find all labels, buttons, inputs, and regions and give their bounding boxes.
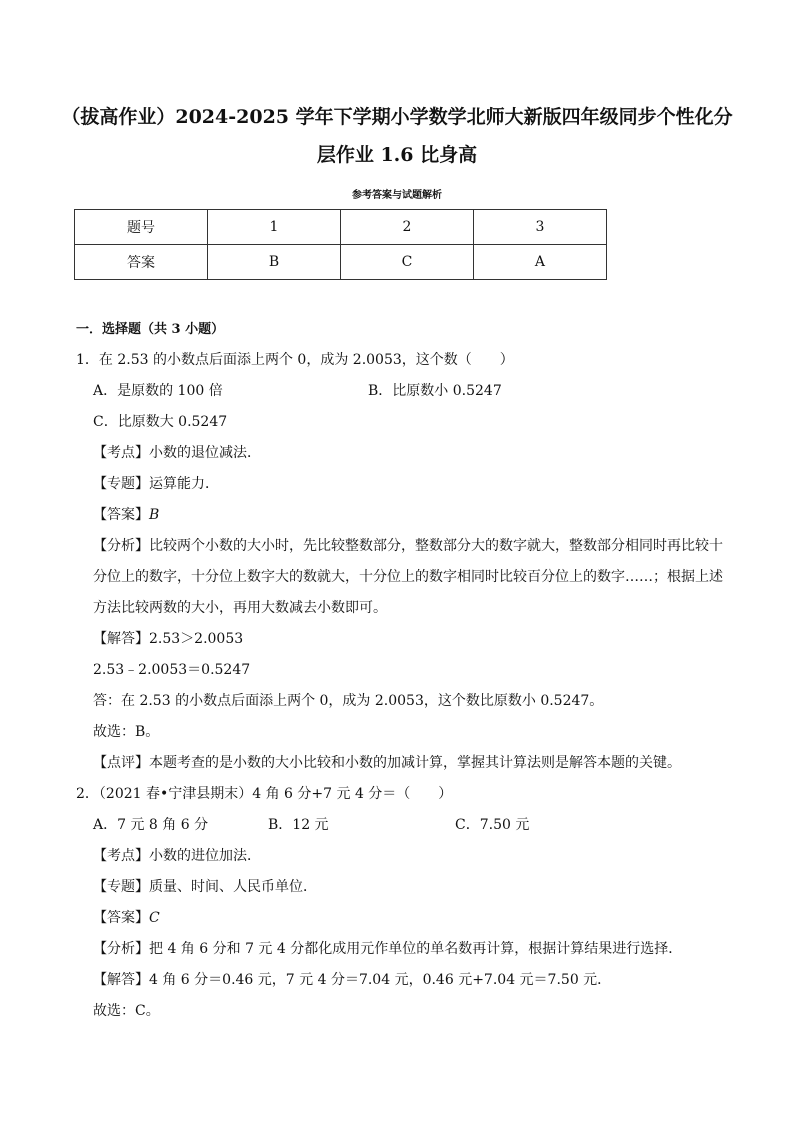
table-row bbox=[75, 210, 607, 245]
q1-kaodian bbox=[93, 442, 261, 462]
zhuanti-text: 运算能力． bbox=[149, 476, 219, 492]
q2-kaodian bbox=[93, 845, 261, 865]
section-heading: 一．选择题（共 3 小题） bbox=[76, 322, 225, 337]
kaodian-text: 小数的退位减法． bbox=[149, 445, 261, 461]
zhuanti-text: 质量、时间、人民币单位． bbox=[149, 879, 317, 895]
dianping-tag: 【点评】 bbox=[93, 755, 149, 771]
q1-option-c: C．比原数大 0.5247 bbox=[93, 414, 228, 430]
jieda-tag: 【解答】 bbox=[93, 972, 149, 988]
q2-option-c: C．7.50 元 bbox=[455, 817, 530, 833]
fenxi-text: 把 4 角 6 分和 7 元 4 分都化成用元作单位的单名数再计算，根据计算结果进行选择． bbox=[149, 941, 683, 957]
jieda-tag: 【解答】 bbox=[93, 631, 149, 647]
table-cell: B bbox=[208, 245, 341, 280]
q1-fenxi-line1 bbox=[93, 535, 723, 555]
jieda-text: 4 角 6 分＝0.46 元，7 元 4 分＝7.04 元，0.46 元+7.04 元＝7.50 元． bbox=[149, 972, 612, 988]
q2-option-b: B．12 元 bbox=[268, 817, 329, 833]
kaodian-tag: 【考点】 bbox=[93, 848, 149, 864]
zhuanti-tag: 【专题】 bbox=[93, 476, 149, 492]
q1-option-b: B．比原数小 0.5247 bbox=[368, 383, 502, 399]
kaodian-tag: 【考点】 bbox=[93, 445, 149, 461]
q1-jieda bbox=[93, 628, 243, 648]
zhuanti-tag: 【专题】 bbox=[93, 879, 149, 895]
page-title: （拔高作业）2024-2025 学年下学期小学数学北师大新版四年级同步个性化分层作业 1.6 比身高 bbox=[61, 106, 733, 166]
q2-jieda bbox=[93, 969, 611, 989]
table-cell: A bbox=[473, 245, 606, 280]
q2-zhuanti bbox=[93, 876, 317, 896]
jieda-text: 2.53＞2.0053 bbox=[149, 631, 244, 647]
daan-tag: 【答案】 bbox=[93, 507, 149, 523]
daan-text: C bbox=[149, 910, 160, 926]
q1-daan bbox=[93, 504, 159, 524]
page-subtitle: 参考答案与试题解析 bbox=[352, 190, 442, 201]
q2-option-a: A．7 元 8 角 6 分 bbox=[93, 817, 209, 833]
table-cell: C bbox=[341, 245, 474, 280]
table-cell: 3 bbox=[473, 210, 606, 245]
q1-calc: 2.53﹣2.0053＝0.5247 bbox=[93, 662, 251, 678]
q1-fenxi-line2: 分位上的数字，十分位上数字大的数就大，十分位上的数字相同时比较百分位上的数字……；根据上述 bbox=[93, 569, 723, 585]
q1-zhuanti bbox=[93, 473, 219, 493]
q2-stem: 2．（2021 春•宁津县期末）4 角 6 分+7 元 4 分＝（ ） bbox=[76, 786, 453, 802]
q2-daan bbox=[93, 907, 160, 927]
daan-tag: 【答案】 bbox=[93, 910, 149, 926]
q2-guxuan: 故选：C。 bbox=[93, 1003, 160, 1019]
answer-table bbox=[74, 209, 607, 280]
q1-dianping bbox=[93, 752, 681, 772]
kaodian-text: 小数的进位加法． bbox=[149, 848, 261, 864]
dianping-text: 本题考查的是小数的大小比较和小数的加减计算，掌握其计算法则是解答本题的关键。 bbox=[149, 755, 681, 771]
fenxi-tag: 【分析】 bbox=[93, 941, 149, 957]
q1-guxuan: 故选：B。 bbox=[93, 724, 160, 740]
daan-text: B bbox=[149, 507, 160, 523]
table-row bbox=[75, 245, 607, 280]
table-cell: 答案 bbox=[75, 245, 208, 280]
table-cell: 2 bbox=[341, 210, 474, 245]
fenxi-text-1: 比较两个小数的大小时，先比较整数部分，整数部分大的数字就大，整数部分相同时再比较十 bbox=[149, 538, 723, 554]
q1-stem: 1．在 2.53 的小数点后面添上两个 0，成为 2.0053，这个数（ ） bbox=[76, 352, 514, 368]
table-cell: 题号 bbox=[75, 210, 208, 245]
q1-fenxi-line3: 方法比较两数的大小，再用大数减去小数即可。 bbox=[93, 600, 387, 616]
q2-fenxi bbox=[93, 938, 682, 958]
q1-option-a: A．是原数的 100 倍 bbox=[93, 383, 223, 399]
fenxi-tag: 【分析】 bbox=[93, 538, 149, 554]
table-cell: 1 bbox=[208, 210, 341, 245]
q1-answer-line: 答：在 2.53 的小数点后面添上两个 0，成为 2.0053，这个数比原数小 0.5247。 bbox=[93, 693, 604, 709]
